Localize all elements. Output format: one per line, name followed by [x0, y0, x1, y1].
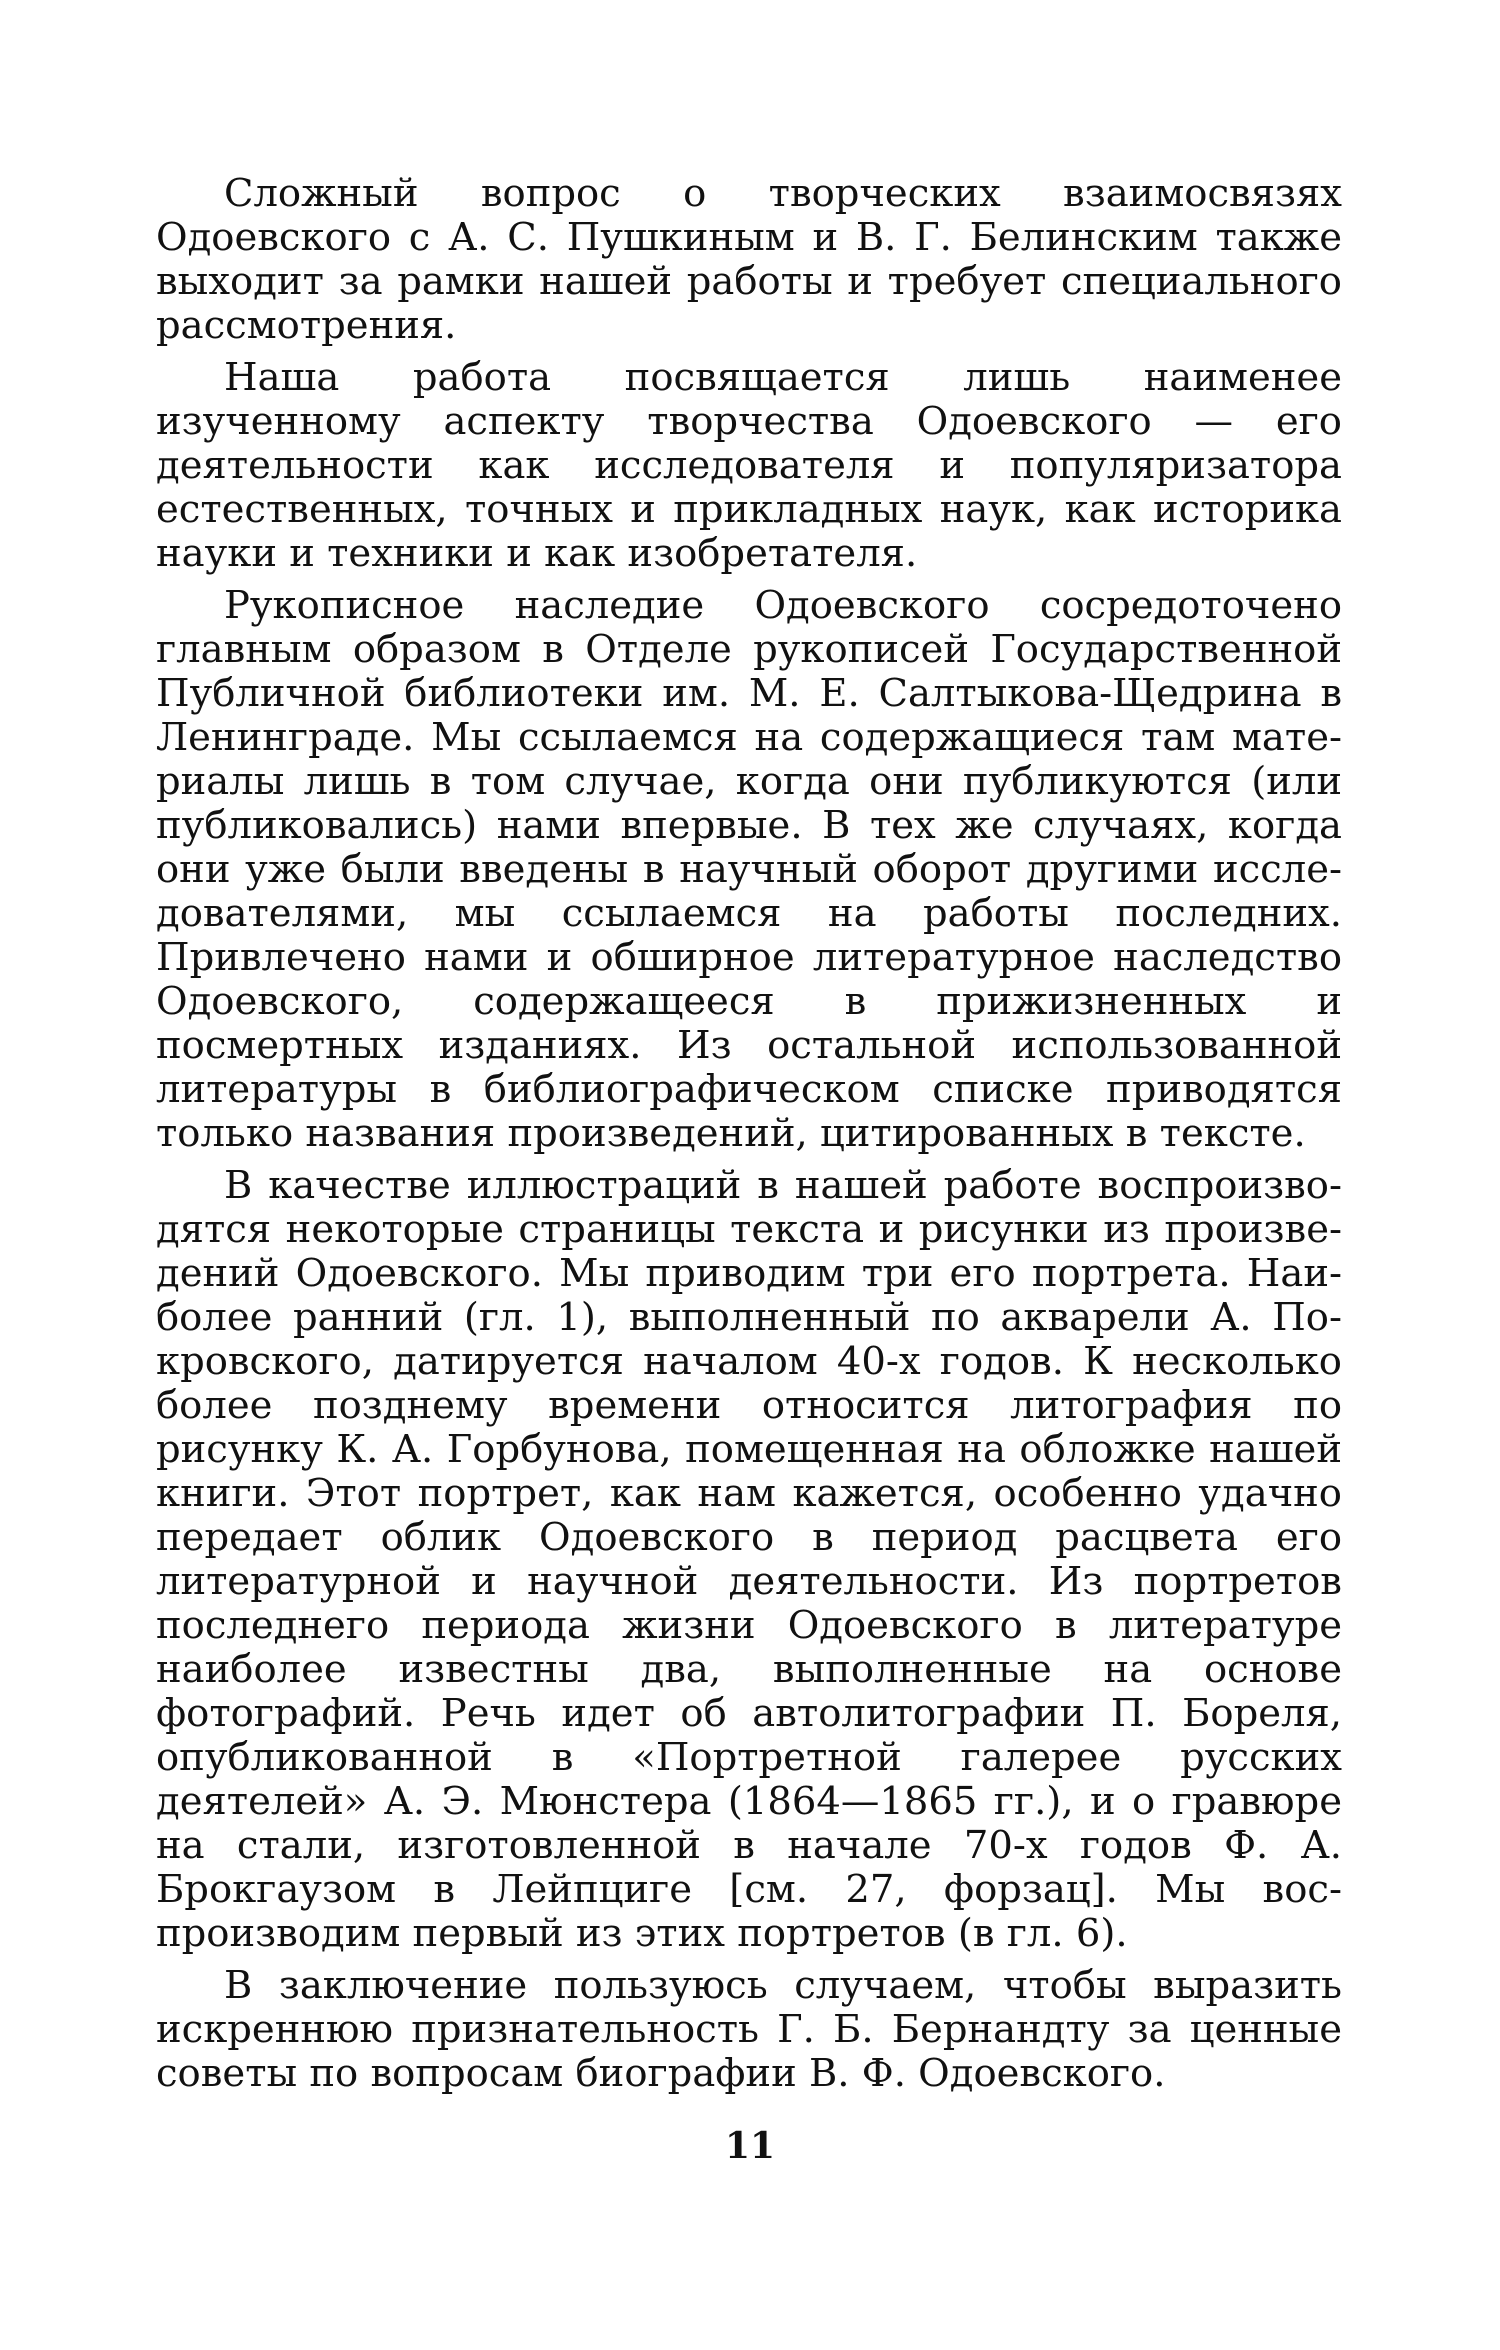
body-text: [156, 172, 1342, 2104]
paragraph-5: В заключение пользуюсь случаем, чтобы выразить искреннюю признательность Г. Б. Бернандту за ценные советы по вопросам биографии В. Ф. Одоевского.: [156, 1963, 1342, 2096]
paragraph-4: В качестве иллюстраций в нашей работе воспроизводятся некоторые страницы текста и рисунки из произведений Одоевского. Мы приводим три его портрета. Наиболее ранний (гл. 1), выполненный по акварели А. Покровского, датируется началом 40-х годов. К несколько более позднему времени относится литография по рисунку К. А. Горбунова, помещенная на обложке нашей книги. Этот портрет, как нам кажется, особенно удачно передает облик Одоевского в период расцвета его литературной и научной деятельности. Из портретов последнего периода жизни Одоевского в литературе наиболее известны два, выполненные на основе фотографий. Речь идет об автолитографии П. Бореля, опубликованной в «Портретной галерее русских деятелей» А. Э. Мюнстера (1864—1865 гг.), и о гравюре на стали, изготовленной в начале 70-х годов Ф. А. Брокгаузом в Лейпциге [см. 27, форзац]. Мы воспроизводим первый из этих портретов (в гл. 6).: [156, 1163, 1342, 1956]
paragraph-1: Сложный вопрос о творческих взаимосвязях Одоевского с А. С. Пушкиным и В. Г. Белинским также выходит за рамки нашей работы и требует специального рассмотрения.: [156, 171, 1342, 348]
paragraph-2: Наша работа посвящается лишь наименее изученному аспекту творчества Одоевского — его деятельности как исследователя и популяризатора естественных, точных и прикладных наук, как историка науки и техники и как изобретателя.: [156, 355, 1342, 576]
paragraph-3: Рукописное наследие Одоевского сосредоточено главным образом в Отделе рукописей Государственной Публичной библиотеки им. М. Е. Салтыкова-Щедрина в Ленинграде. Мы ссылаемся на содержащиеся там материалы лишь в том случае, когда они публикуются (или публиковались) нами впервые. В тех же случаях, когда они уже были введены в научный оборот другими исследователями, мы ссылаемся на работы последних. Привлечено нами и обширное литературное наследство Одоевского, содержащееся в прижизненных и посмертных изданиях. Из остальной использованной литературы в библиографическом списке приводятся только названия произведений, цитированных в тексте.: [156, 583, 1342, 1156]
page-number: 11: [724, 2125, 776, 2167]
